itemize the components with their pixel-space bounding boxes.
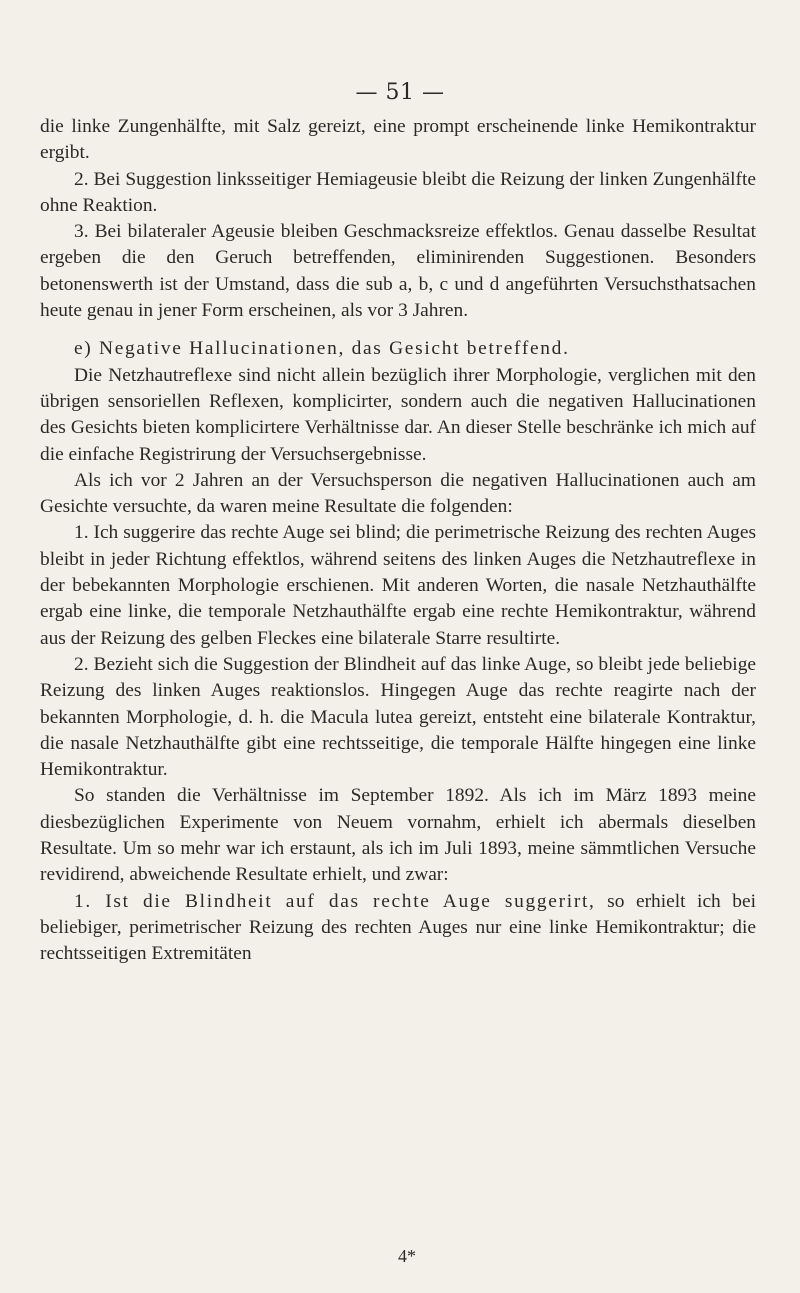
body-text — [40, 114, 756, 968]
section-heading: e) Negative Hallucinationen, das Gesicht betreffend. — [74, 338, 570, 360]
paragraph: 2. Bezieht sich die Suggestion der Blindheit auf das linke Auge, so bleibt jede beliebige Reizung des linken Auges reaktionslos. Hingegen Auge das rechte reagirte nach der bekannten Morphologie, d. h. die Macula lutea gereizt, entsteht eine bilaterale Kontraktur, die nasale Netzhauthälfte gibt eine rechtsseitige, die temporale Hälfte hingegen eine linke Hemikontraktur. — [40, 653, 756, 781]
paragraph-continuation: so erhielt ich bei beliebiger, perimetrischer Reizung des rechten Auges nur eine linke Hemikontraktur; die rechtsseitigen Extremitäten — [40, 890, 756, 965]
paragraph: 2. Bei Suggestion linksseitiger Hemiageusie bleibt die Reizung der linken Zungenhälfte ohne Reaktion. — [40, 168, 756, 216]
paragraph: So standen die Verhältnisse im September 1892. Als ich im März 1893 meine diesbezüglichen Experimente von Neuem vornahm, erhielt ich abermals dieselben Resultate. Um so mehr war ich erstaunt, als ich im Juli 1893, meine sämmtlichen Versuche revidirend, abweichende Resultate erhielt, und zwar: — [40, 785, 756, 886]
paragraph: die linke Zungenhälfte, mit Salz gereizt, eine prompt erscheinende linke Hemikontraktur ergibt. — [40, 116, 756, 164]
emphasized-lead: 1. Ist die Blindheit auf das rechte Auge suggerirt, — [74, 890, 596, 912]
paragraph — [40, 889, 756, 968]
paragraph: Die Netzhautreflexe sind nicht allein bezüglich ihrer Morphologie, verglichen mit den übrigen sensoriellen Reflexen, komplicirter, sondern auch die negativen Hallucinationen des Gesichts bieten komplicirtere Verhältnisse dar. An dieser Stelle beschränke ich mich auf die einfache Registrirung der Versuchsergebnisse. — [40, 364, 756, 465]
paragraph: 3. Bei bilateraler Ageusie bleiben Geschmacksreize effektlos. Genau dasselbe Resultat ergeben die den Geruch betreffenden, eliminirenden Suggestionen. Besonders betonenswerth ist der Umstand, dass die sub a, b, c und d angeführten Versuchsthatsachen heute genau in jener Form erscheinen, als vor 3 Jahren. — [40, 221, 756, 322]
page-header: — 51 — — [355, 80, 445, 105]
signature-mark: 4* — [398, 1246, 416, 1266]
paragraph: 1. Ich suggerire das rechte Auge sei blind; die perimetrische Reizung des rechten Auges bleibt in jeder Richtung effektlos, während seitens des linken Auges die Netzhautreflexe in der bebekannten Morphologie erschienen. Mit anderen Worten, die nasale Netzhauthälfte ergab eine linke, die temporale Netzhauthälfte ergab eine rechte Hemikontraktur, während aus der Reizung des gelben Fleckes eine bilaterale Starre resultirte. — [40, 522, 756, 649]
paragraph: Als ich vor 2 Jahren an der Versuchsperson die negativen Hallucinationen auch am Gesichte versuchte, da waren meine Resultate die folgenden: — [40, 469, 756, 518]
